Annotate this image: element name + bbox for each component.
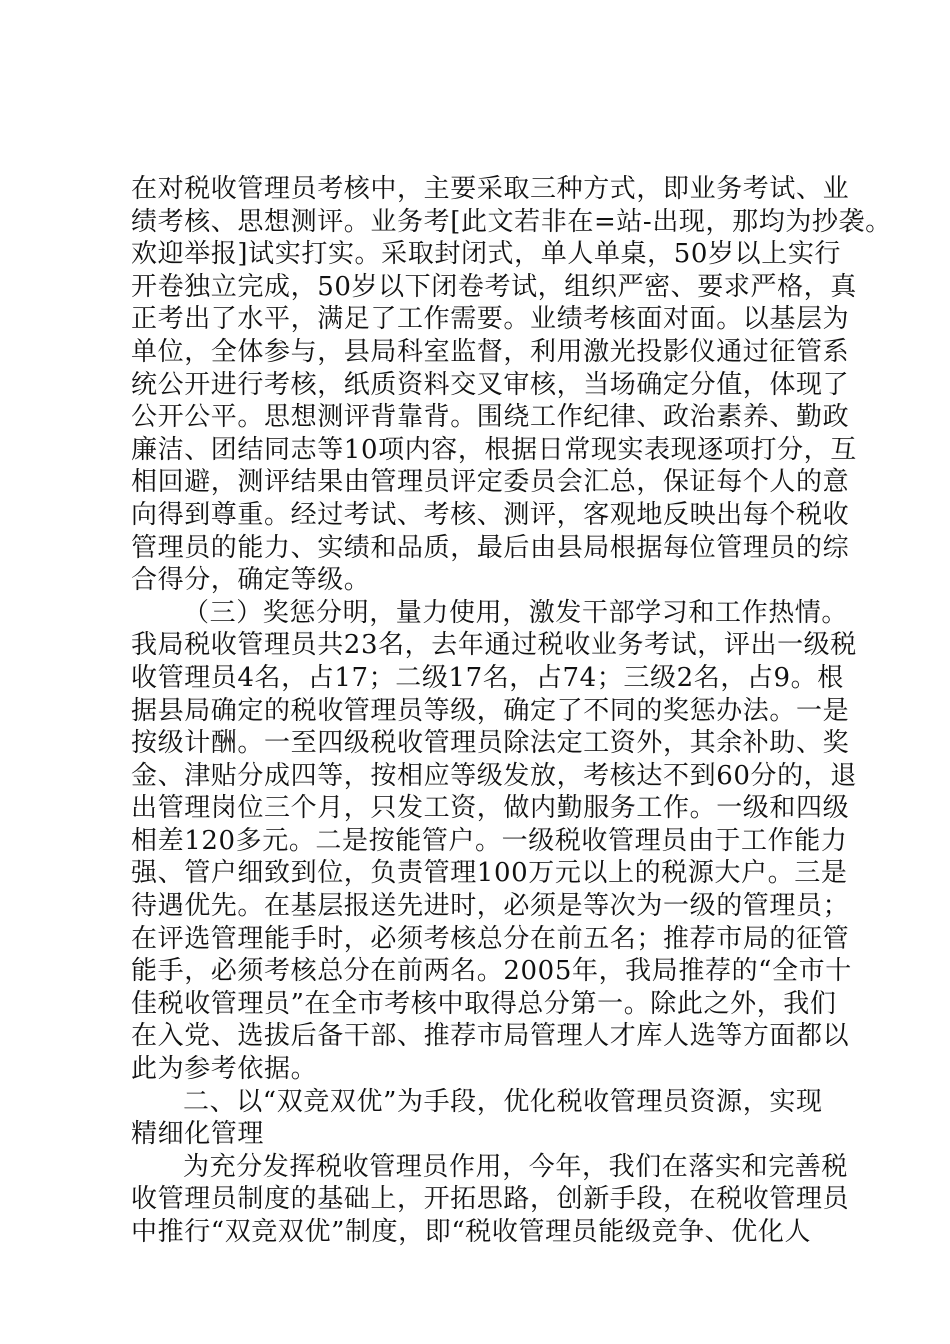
text-line: 收管理员制度的基础上，开拓思路，创新手段，在税收管理员	[131, 1184, 850, 1215]
text-line: 收管理员4名，占17；二级17名，占74；三级2名，占9。根	[131, 662, 844, 693]
text-line: 强、管户细致到位，负责管理100万元以上的税源大户。三是	[131, 858, 848, 889]
text-line: 欢迎举报]试实打实。采取封闭式，单人单桌，50岁以上实行	[131, 239, 842, 270]
text-line: 在评选管理能手时，必须考核总分在前五名；推荐市局的征管	[131, 923, 850, 954]
text-line: 在入党、选拔后备干部、推荐市局管理人才库人选等方面都以	[131, 1021, 850, 1052]
text-line: 金、津贴分成四等，按相应等级发放，考核达不到60分的，退	[131, 760, 857, 791]
text-line: 单位，全体参与，县局科室监督，利用激光投影仪通过征管系	[131, 336, 850, 367]
text-line: 佳税收管理员”在全市考核中取得总分第一。除此之外，我们	[131, 988, 837, 1019]
text-line: 待遇优先。在基层报送先进时，必须是等次为一级的管理员；	[131, 891, 850, 922]
document-body	[131, 173, 892, 1249]
text-line: 此为参考依据。	[131, 1054, 318, 1085]
text-line: 在对税收管理员考核中，主要采取三种方式，即业务考试、业	[131, 174, 850, 204]
text-line: 为充分发挥税收管理员作用，今年，我们在落实和完善税	[183, 1151, 849, 1182]
text-line: （三）奖惩分明，量力使用，激发干部学习和工作热情。	[183, 597, 849, 628]
text-line: 我局税收管理员共23名，去年通过税收业务考试，评出一级税	[131, 630, 857, 661]
text-line: 按级计酬。一至四级税收管理员除法定工资外，其余补助、奖	[131, 728, 850, 759]
text-line: 统公开进行考核，纸质资料交叉审核，当场确定分值，体现了	[131, 369, 850, 400]
text-line: 出管理岗位三个月，只发工资，做内勤服务工作。一级和四级	[131, 793, 850, 824]
text-line: 相差120多元。二是按能管户。一级税收管理员由于工作能力	[131, 825, 848, 856]
text-line: 相回避，测评结果由管理员评定委员会汇总，保证每个人的意	[131, 467, 850, 498]
text-line: 公开公平。思想测评背靠背。围绕工作纪律、政治素养、勤政	[131, 402, 850, 433]
text-line: 二、以“双竞双优”为手段，优化税收管理员资源，实现	[183, 1086, 823, 1117]
text-line: 开卷独立完成，50岁以下闭卷考试，组织严密、要求严格，真	[131, 271, 857, 302]
text-line: 廉洁、团结同志等10项内容，根据日常现实表现逐项打分，互	[131, 434, 857, 465]
text-line: 中推行“双竞双优”制度，即“税收管理员能级竞争、优化人	[131, 1217, 812, 1247]
text-line: 精细化管理	[131, 1119, 265, 1150]
text-line: 能手，必须考核总分在前两名。2005年，我局推荐的“全市十	[131, 956, 852, 987]
text-line: 据县局确定的税收管理员等级，确定了不同的奖惩办法。一是	[131, 695, 850, 726]
text-line: 合得分，确定等级。	[131, 565, 371, 596]
text-line: 向得到尊重。经过考试、考核、测评，客观地反映出每个税收	[131, 499, 850, 530]
text-line: 绩考核、思想测评。业务考[此文若非在=站-出现，那均为抄袭。	[131, 206, 892, 237]
text-line: 管理员的能力、实绩和品质，最后由县局根据每位管理员的综	[131, 532, 850, 563]
text-line: 正考出了水平，满足了工作需要。业绩考核面对面。以基层为	[131, 304, 850, 335]
